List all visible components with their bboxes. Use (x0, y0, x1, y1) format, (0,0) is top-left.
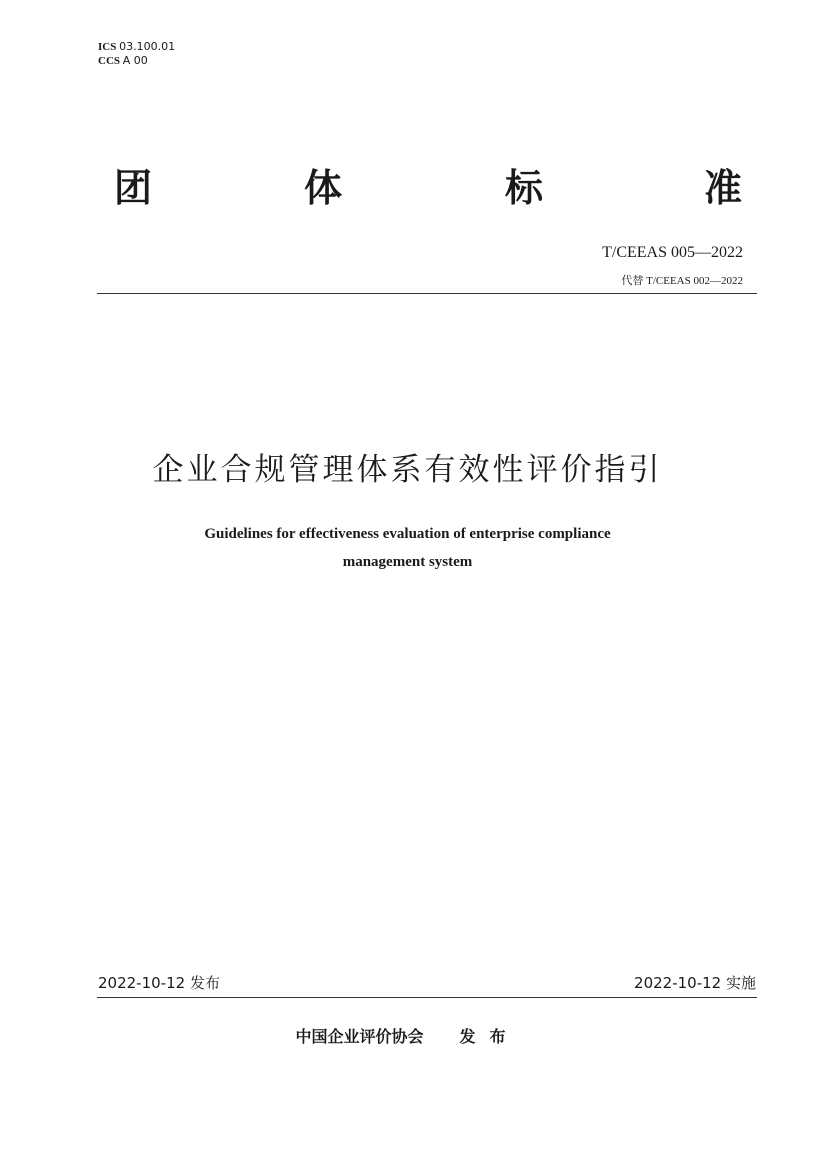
title-english-line-1: Guidelines for effectiveness evaluation of enterprise compliance (204, 526, 611, 542)
header-divider (97, 293, 757, 294)
ccs-label: CCS (98, 55, 121, 67)
category-char-2: 体 (304, 166, 343, 210)
ics-line (98, 40, 175, 54)
classification-codes (98, 40, 175, 68)
publisher (0, 1024, 815, 1047)
ics-code: 03.100.01 (119, 40, 176, 53)
category-char-4: 准 (704, 166, 743, 210)
standard-number: T/CEEAS 005—2022 (602, 244, 743, 261)
category-char-1: 团 (114, 166, 153, 210)
ccs-code: A 00 (122, 54, 148, 67)
title-chinese: 企业合规管理体系有效性评价指引 (152, 452, 663, 488)
publication-date: 2022-10-12 发布 (98, 974, 220, 992)
category-char-3: 标 (505, 166, 544, 210)
publisher-action: 发布 (459, 1027, 520, 1046)
ics-label: ICS (98, 41, 117, 53)
publisher-name: 中国企业评价协会 (295, 1027, 424, 1046)
footer-divider (97, 997, 757, 998)
title-english (0, 520, 815, 576)
implementation-date: 2022-10-12 实施 (634, 974, 756, 992)
ccs-line (98, 54, 175, 68)
title-english-line-2: management system (342, 554, 473, 570)
replaces-note: 代替 T/CEEAS 002—2022 (621, 275, 743, 287)
standard-category (0, 164, 815, 212)
